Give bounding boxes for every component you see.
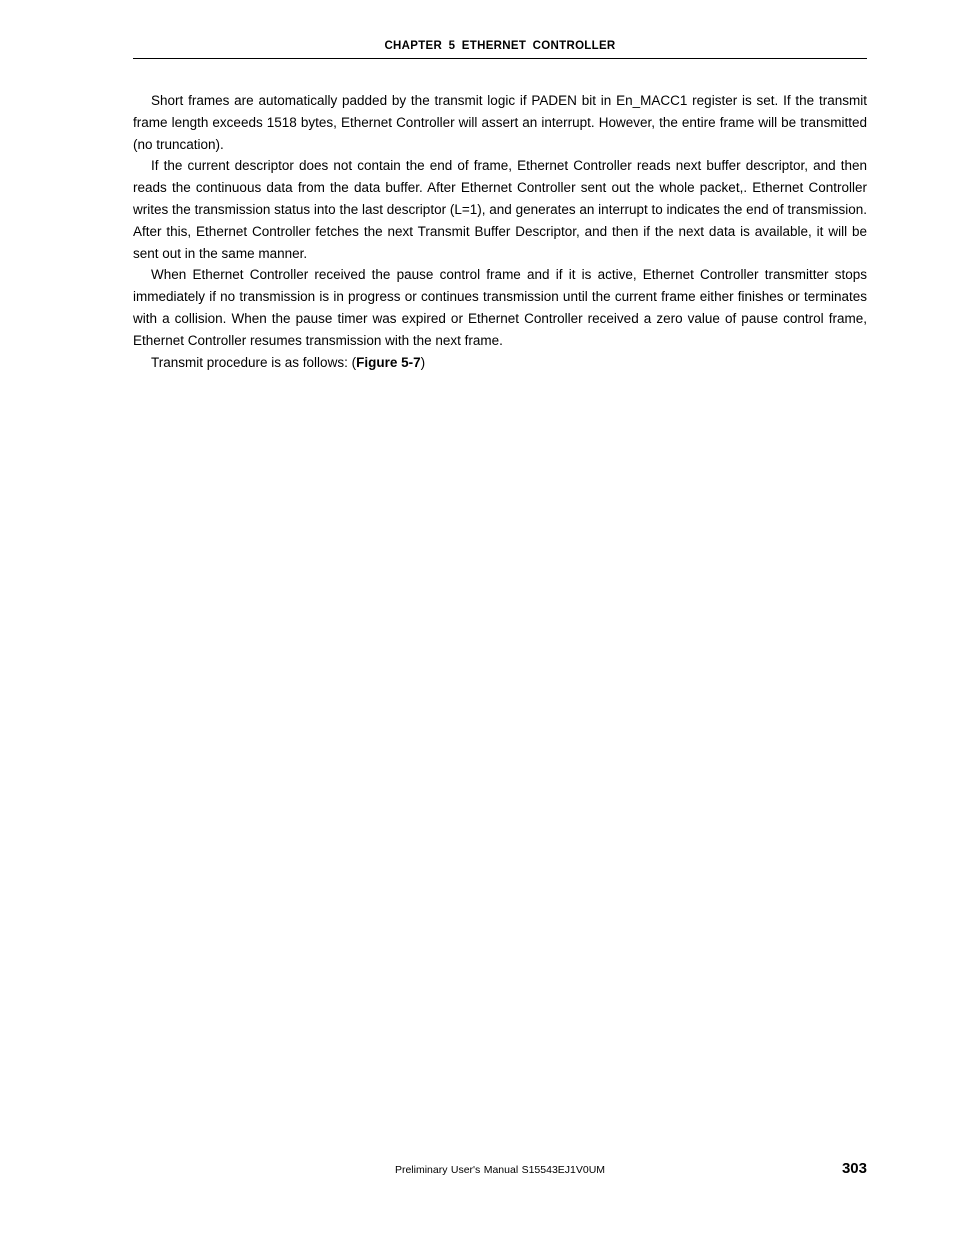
paragraph-transmit-procedure	[133, 352, 867, 374]
paragraph-descriptor: If the current descriptor does not contain the end of frame, Ethernet Controller reads next buffer descriptor, and then reads the continuous data from the data buffer. After Ethernet Controller sent out the whole packet,. Ethernet Controller writes the transmission status into the last descriptor (L=1), and generates an interrupt to indicates the end of transmission. After this, Ethernet Controller fetches the next Transmit Buffer Descriptor, and then if the next data is available, it will be sent out in the same manner.	[133, 158, 867, 261]
paragraph-padding: Short frames are automatically padded by the transmit logic if PADEN bit in En_MACC1 register is set. If the transmit frame length exceeds 1518 bytes, Ethernet Controller will assert an interrupt. However, the entire frame will be transmitted (no truncation).	[133, 93, 867, 152]
paragraph-pause-control: When Ethernet Controller received the pause control frame and if it is active, Ethernet Controller transmitter stops immediately if no transmission is in progress or continues transmission until the current frame either finishes or terminates with a collision. When the pause timer was expired or Ethernet Controller received a zero value of pause control frame, Ethernet Controller resumes transmission with the next frame.	[133, 267, 867, 348]
page-footer	[133, 1160, 867, 1182]
transmit-procedure-close: )	[420, 354, 426, 370]
page-number: 303	[841, 1160, 867, 1177]
page-body	[133, 90, 867, 373]
page-header	[133, 36, 867, 59]
manual-name: Preliminary User's Manual S15543EJ1V0UM	[394, 1164, 606, 1176]
chapter-title: CHAPTER 5 ETHERNET CONTROLLER	[384, 40, 616, 52]
transmit-procedure-text: Transmit procedure is as follows: (	[151, 354, 357, 370]
figure-reference: Figure 5-7	[356, 354, 421, 370]
